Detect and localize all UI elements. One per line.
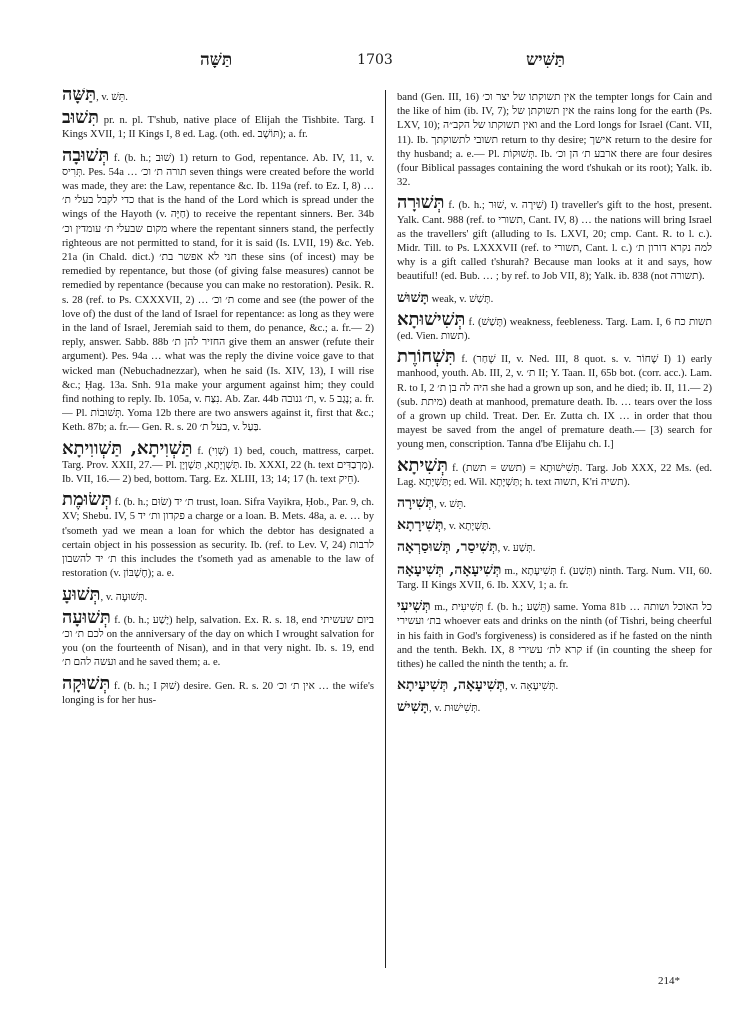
entry-headword: תְּשׁוּבָה bbox=[62, 144, 110, 166]
dictionary-entry bbox=[397, 518, 712, 534]
dictionary-entry bbox=[62, 107, 374, 142]
entry-headword: תְּשִׁיעִי bbox=[397, 598, 431, 615]
entry-text: m., תְּשִׁיעָתָא f. (תְּשַׁע) ninth. Targ. Num. VII, 60. Targ. II Kings XVII, 6. Ib. XXV, 1; a. fr. bbox=[397, 565, 712, 591]
entry-headword: תְּשִׁיעָאָה, תְּשִׁיעָאָה bbox=[397, 561, 502, 578]
entry-text: , v. תְּשִׁיעָאָה. bbox=[505, 681, 559, 693]
entry-headword: תְּשִׁיסַר, תְּשׁוּסַרְאָה bbox=[397, 539, 498, 556]
entry-text: f. (שְׁוִי) 1) bed, couch, mattress, carpet. Targ. Prov. XXII, 27.— Pl. תַּשְׁוְיָתָא, תַּשְׁוְיָן. Ib. XXXI, 22 (h. text מַרְבַדִּים). Ib. VII, 16.— 2) bed, bottom. Targ. Ez. XLIII, 13; 14; 17 (h. text חֵיק). bbox=[62, 445, 374, 486]
entry-text: band (Gen. III, 16) אין תשוקתו של יצר וכ׳ the tempter longs for Cain and the like of him (ib. IV, 7); אין תשוקתן של the rains long for the earth (Ps. LXV, 10); ואין תשוקתו של הקב״ה and the Lord longs for Israel (Cant. VII, 11). Ib. תשובי לתשוקתך return to thy desire; אישך return to the desire for thy husband; a. e.— Pl. תְּשׁוּקוֹת. Ib. ארבע ת׳ הן וכ׳ there are four desires (four Biblical passages containing the word t'shukah or its root); Yalk. ib. 32. bbox=[397, 92, 712, 189]
entry-headword: תָּשִׁישׁ bbox=[397, 699, 430, 716]
entry-text: , v. תְּשִׁישׁוּת. bbox=[429, 703, 481, 715]
entry-text: f. (תשש = תשת) = תְּשִׁישׁוּתָא. Targ. Job XXX, 22 Ms. (ed. Lag. תַּשְׁיָתָא; ed. Wil. תַּשְׁיָתָא; h. text תשוה, K'ri תשיה). bbox=[397, 462, 712, 488]
dictionary-entry bbox=[397, 496, 712, 512]
dictionary-entry bbox=[62, 583, 374, 605]
entry-headword: תְּשׂוּמֶת bbox=[62, 489, 112, 511]
dictionary-entry bbox=[62, 144, 374, 436]
entry-headword: תְּשִׁיתָא bbox=[397, 454, 448, 476]
entry-text: , v. תֵּשׁ. bbox=[96, 92, 128, 103]
entry-text: f. (b. h.; I שׁוּק) desire. Gen. R. s. 20 אין ת׳ וכ׳ … the wife's longing is for her hus- bbox=[62, 680, 374, 706]
column-divider bbox=[385, 90, 386, 968]
entry-headword: תְּשִׁירָתָא bbox=[397, 517, 444, 534]
page-header bbox=[60, 50, 690, 80]
left-running-headword: תַּשָּׁה bbox=[200, 50, 233, 70]
entry-headword: תְּשׁוּעָה bbox=[62, 606, 111, 628]
left-column bbox=[62, 88, 374, 988]
entry-headword: תְּשׁוּרָה bbox=[397, 192, 445, 214]
dictionary-entry bbox=[62, 489, 374, 581]
entry-text: , v. תֵּשׁ. bbox=[434, 499, 466, 511]
right-running-headword: תַּשִּׁיש bbox=[526, 50, 565, 70]
entry-text: weak, v. תָּשַׁשׁ. bbox=[428, 293, 494, 305]
entry-headword: תְּשׁוּקָה bbox=[62, 672, 111, 694]
entry-text: f. (b. h.; שׁוּב) 1) return to God, repentance. Ab. IV, 11, v. תְּרִיס. Pes. 54a … תורה ת׳ וכ׳ seven things were created before the world was made, they are: the Law, repentance &c. Ib. 119a (ref. to Ez. I, 8) … כדי לקבל בעלי ת׳ that is the hand of the Lord which is spread under the wings of the Hayoth (v. חַיָּה) to receive the repentant sinners. Ber. 34b מקום שבעלי ת׳ עומדין וכ׳ where the repentant sinners stand, the perfectly righteous are not permitted to stand, for it is said (Is. LVII, 19) &c. Yeb. 21a (in Chald. dict.) חני לא אפשר בת׳ these sins (of incest) may be remedied by repentance, but those (of giving false measures) cannot be remedied by repentance (because you can make no restoration). Pesik. R. s. 28 (ref. to Ps. CXXXVII, 2) … ת׳ וכ׳ come and see (the power of the love of) the dust of the land of Israel for repentance: as long as they were in the land of Israel, Jeremiah said to them, do penance, &c.; a. fr.— 2) reply, answer. Sabb. 88b החזיר להן ת׳ give them an answer (refute their argument). Pes. 94a … what was the reply the divine voice gave to that wicked man (Nebuchadnezzar), when he said (Is. XIV, 13), I will rise &c.; Ḥag. 13a. Snh. 91a make your argument against him; they could find nothing to reply. Ib. 105a, v. נִצַּח. Ab. Zar. 44b ת׳ גנובה, v. 5 נָגַב; a. fr.— Pl. תְּשׁוּבוֹת. Yoma 12b there are two answers against it, first that &c.; Keth. 87b; a. fr.— Gen. R. s. 20 בעל ת׳, v. בַּעַל. bbox=[62, 152, 374, 434]
entry-headword: תִּשְׁחוֹרֶת bbox=[397, 346, 456, 368]
dictionary-entry bbox=[397, 454, 712, 490]
dictionary-entry bbox=[397, 563, 712, 593]
dictionary-entry bbox=[62, 88, 374, 105]
dictionary-entry bbox=[62, 606, 374, 671]
dictionary-entry bbox=[397, 192, 712, 284]
dictionary-entry bbox=[62, 437, 374, 488]
entry-text: f. (b. h.; שׁוּר, v. שִׁירָה) I) traveller's gift to the host, present. Yalk. Cant. 988 (ref. to תשורי, Cant. IV, 8) … the nations will bring Israel as the travellers' gift (alluding to Is. LXVI, 20; cmp. Cant. R. to l. c.). Midr. Till. to Ps. LXXXVII (ref. to תשורי, Cant. l. c.) למה נקרא דורון ת׳ why is a gift called t'shurah? Because man looks at it and says, how beautiful! (ed. Bub. … ; by ref. to Job VII, 8); Yalk. ib. 838 (not תשורה). bbox=[397, 200, 712, 283]
dictionary-entry bbox=[397, 346, 712, 452]
page-number: 1703 bbox=[357, 52, 393, 68]
entry-headword: תִּשׁוּב bbox=[62, 107, 100, 129]
entry-text: f. (שָׁחַר II, v. Ned. III, 8 quot. s. v. שָׁחוֹר I) 1) early manhood, youth. Ab. III, 2, v. ת׳ II; Y. Taan. II, 65b bot. (corr. acc.). Lam. R. to I, 2 היה לה בן ת׳ she had a grown up son, and he died; ib. II, 11.— 2) (sub. מיתת) death at manhood, premature death. Ib. … tears over the loss of a grown up child. Treat. Der. Er. Zutta ch. IX … in order that thou mayest be saved from the angel of premature death.— [3) search for young men, conscription. Tanna d'be Elijahu ch. I.] bbox=[397, 354, 712, 451]
entry-headword: תְּשׁוּעָ bbox=[62, 583, 101, 605]
entry-headword: תָּשׁוּשׁ bbox=[397, 289, 429, 306]
entry-text: f. (b. h.; שׂוּם) ת׳ יד trust, loan. Sifra Vayikra, Ḥob., Par. 9, ch. XV; Shebu. IV, 5 פקדון ות׳ יד a charge or a loan. B. Mets. 48a, a. e. … by t'someth yad we mean a loan for which the debtor has designated a certain object in his possession as security. Ib. (ref. to Lev. V, 24) לרבות ת׳ יד להשבון this includes the t'someth yad as amenable to the law of restoration (v. חֶשְׁבּוֹן); a. e. bbox=[62, 497, 374, 580]
entry-headword: תַּשָּׁה bbox=[62, 88, 97, 105]
dictionary-entry bbox=[62, 672, 374, 708]
signature-mark: 214* bbox=[658, 975, 680, 987]
entry-text: m., תְּשִׁיעִית f. (b. h.; תֵּשַׁע) same. Yoma 81b כל האוכל ושותה … בת׳ ועשירי whoever eats and drinks on the ninth (of Tishri, being cheerful in his faith in God's forgiveness) is considered as if he fasted on the ninth and the tenth. Bekh. IX, 8 קרא לת׳ עשירי if (in counting the sheep for tithes) he called the ninth the tenth; a. fr. bbox=[397, 602, 712, 670]
right-column bbox=[397, 88, 712, 988]
dictionary-entry bbox=[397, 308, 712, 344]
dictionary-entry bbox=[397, 599, 712, 672]
entry-text: , v. תְּשׁוּעָה. bbox=[100, 591, 148, 603]
entry-text: , v. תְּשַׁע. bbox=[497, 543, 536, 555]
dictionary-entry bbox=[397, 700, 712, 716]
entry-text: , v. תַּשְׁיָתָא. bbox=[443, 521, 491, 533]
entry-text: f. (תָּשַׁשׁ) weakness, feebleness. Targ. Lam. I, 6 תשות כח (ed. Vien. תשות). bbox=[397, 316, 712, 343]
entry-text: f. (b. h.; יָשַׁע) help, salvation. Ex. R. s. 18, end ביום שעשיתי לכם ת׳ וכ׳ on the anniversary of the day on which I wrought salvation for you (on the fourteenth of Nisan), and in that very night. Ib. s. 19, end ועשה להם ת׳ and he saved them; a. e. bbox=[62, 614, 374, 669]
entry-headword: תְּשִׁישׁוּתָא bbox=[397, 308, 466, 330]
dictionary-entry bbox=[397, 88, 712, 190]
dictionary-entry bbox=[397, 291, 712, 307]
entry-headword: תַּשְׁוִיתָא, תַּשְׁווִיתָא bbox=[62, 437, 193, 459]
entry-headword: תְּשִׁיעָאָה, תְּשִׁיעָיתָא bbox=[397, 677, 506, 694]
dictionary-entry bbox=[397, 540, 712, 556]
dictionary-entry bbox=[397, 678, 712, 694]
entry-text: pr. n. pl. T'shub, native place of Elijah the Tishbite. Targ. I Kings XVII, 1; II Kings I, 8 ed. Lag. (oth. ed. תּוֹשָׁב); a. fr. bbox=[62, 115, 374, 141]
entry-headword: תְּשִׁירָה bbox=[397, 495, 435, 512]
